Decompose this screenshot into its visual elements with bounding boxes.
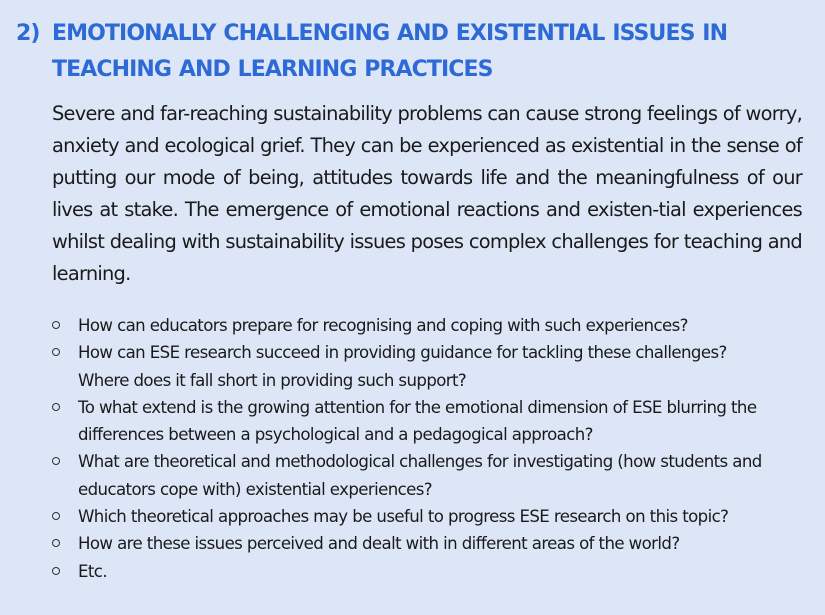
list-item [50,503,810,530]
question-list [50,312,810,585]
section-heading [16,16,806,88]
section-title: EMOTIONALLY CHALLENGING AND EXISTENTIAL ISSUES IN TEACHING AND LEARNING PRACTICES [52,21,728,82]
intro-paragraph: Severe and far-reaching sustainability problems can cause strong feelings of worry, anxiety and ecological grief. They can be experienced as existential in the sense of putting our mode of being, attitudes towards life and the meaningfulness of our lives at stake. The emergence of emotional reactions and existen-tial experiences whilst dealing with sustainability issues poses complex challenges for teaching and learning. [52,102,802,285]
question-text: Etc. [78,561,107,581]
question-text: Which theoretical approaches may be useful to progress ESE research on this topic? [78,507,729,527]
circle-bullet-icon [52,403,60,411]
list-item [50,448,810,503]
circle-bullet-icon [52,348,60,356]
circle-bullet-icon [52,539,60,547]
question-text: How can educators prepare for recognising and coping with such experiences? [78,316,688,335]
list-item [50,558,810,585]
circle-bullet-icon [52,567,60,575]
circle-bullet-icon [52,512,60,520]
list-item [50,312,810,339]
list-item [50,394,810,449]
question-text: To what extend is the growing attention for the emotional dimension of ESE blurring the differences between a psychological and a pedagogical approach? [78,397,757,445]
question-text: What are theoretical and methodological challenges for investigating (how students and educators cope with) existential experiences? [78,452,762,499]
question-text: How are these issues perceived and dealt with in different areas of the world? [78,534,680,554]
list-item [50,530,810,557]
circle-bullet-icon [52,457,60,465]
list-item [50,339,810,394]
circle-bullet-icon [52,321,60,329]
section-number: 2) [16,21,40,46]
question-text: How can ESE research succeed in providing guidance for tackling these challenges? Where does it fall short in providing such support? [78,343,727,390]
